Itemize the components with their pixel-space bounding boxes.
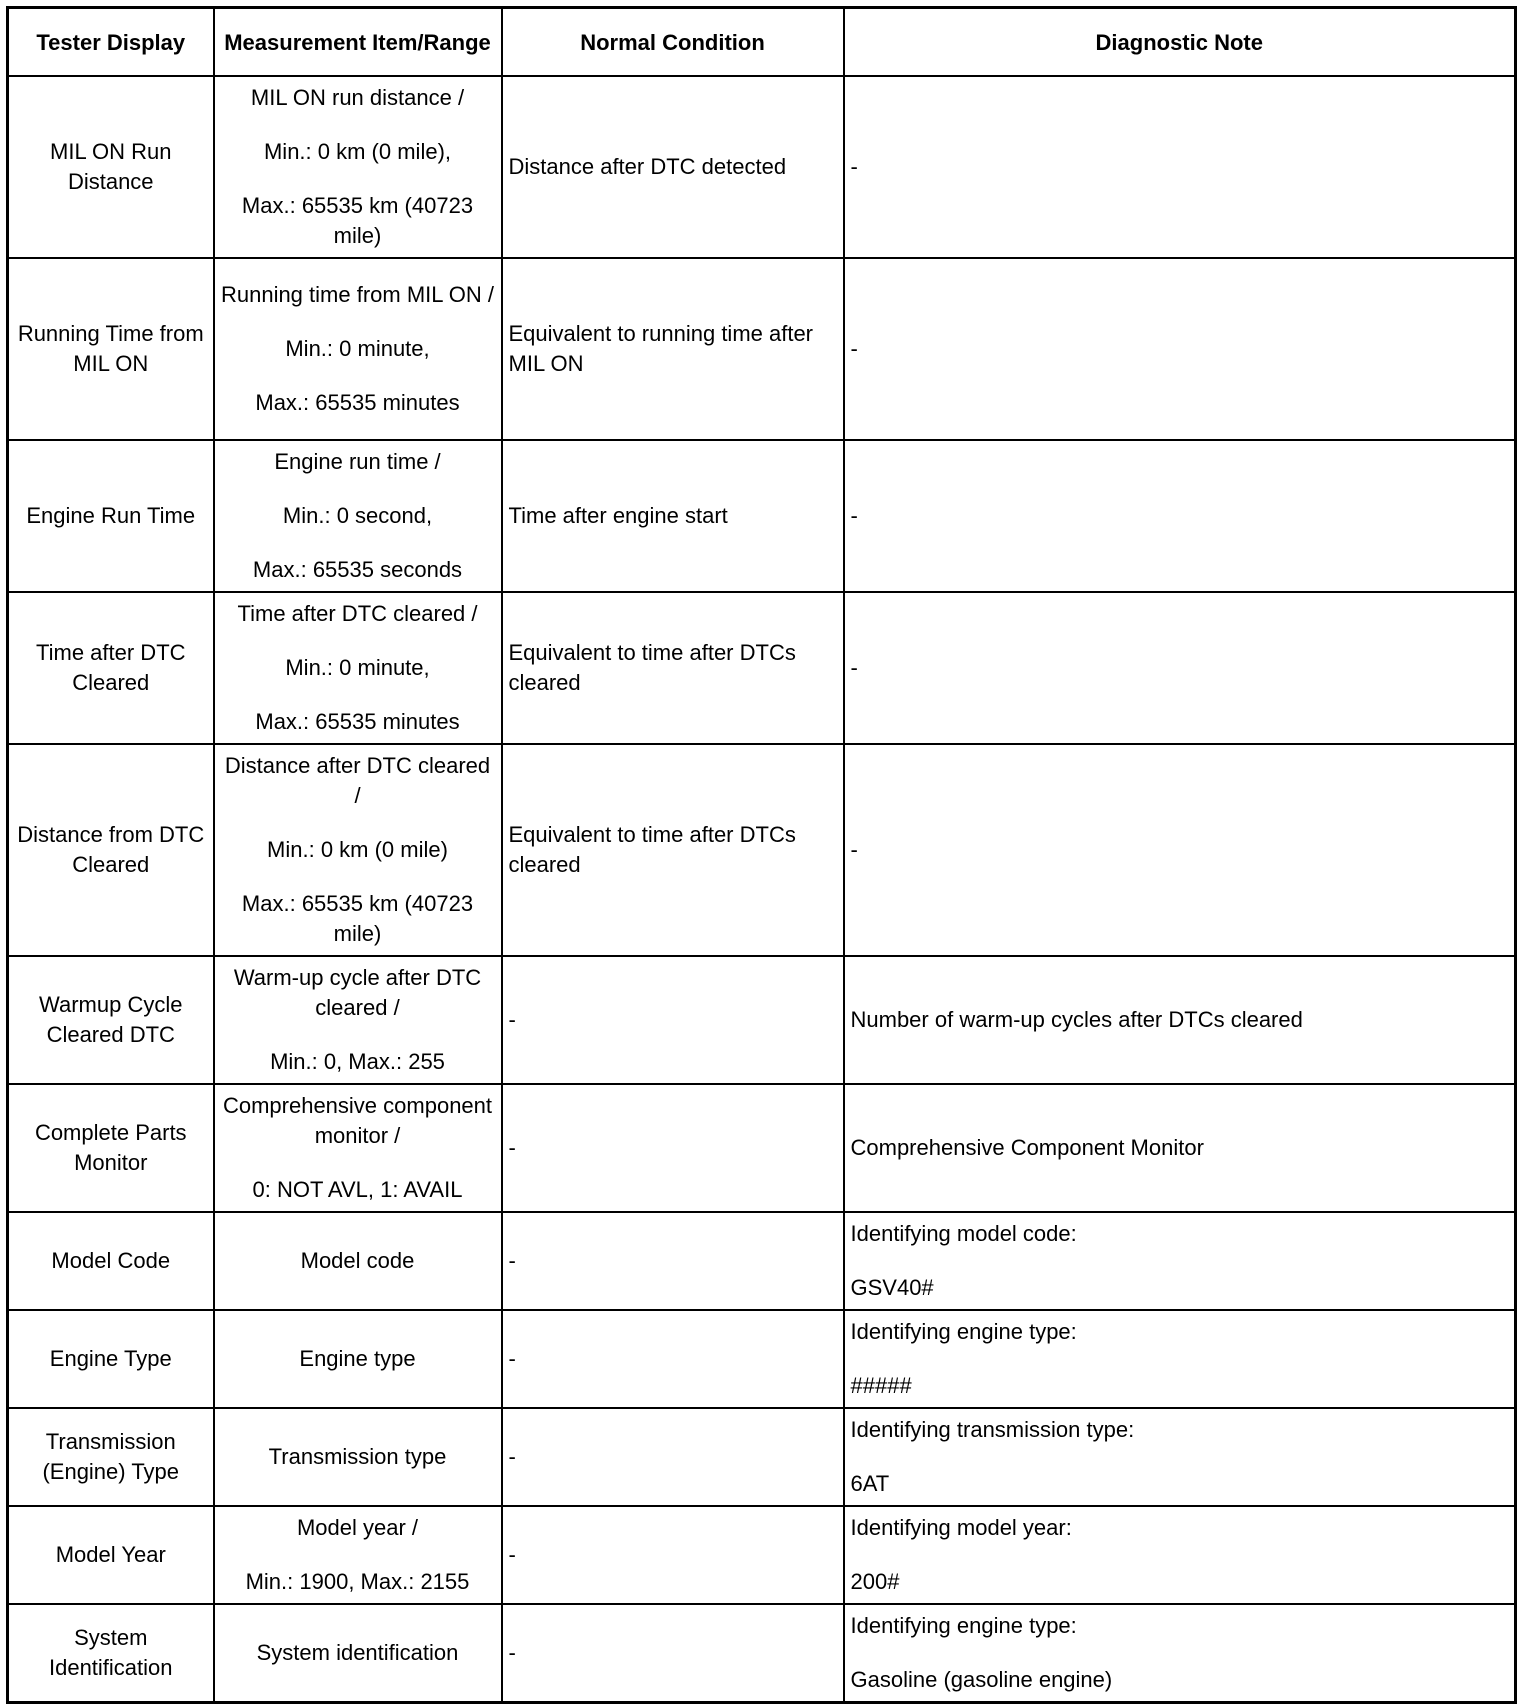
- cell-tester-display: Model Code: [8, 1212, 214, 1310]
- table-row: [8, 258, 1516, 440]
- line-gap: [221, 364, 495, 388]
- cell-tester-display: System Identification: [8, 1604, 214, 1702]
- cell-diagnostic-note: [844, 1408, 1516, 1506]
- cell-tester-display: Transmission (Engine) Type: [8, 1408, 214, 1506]
- cell-diagnostic-note: [844, 744, 1516, 956]
- table-row: [8, 1084, 1516, 1212]
- line-gap: [221, 310, 495, 334]
- range-line: Max.: 65535 minutes: [255, 390, 460, 415]
- line-gap: [221, 167, 495, 191]
- cell-diagnostic-note: [844, 440, 1516, 592]
- cell-tester-display: Warmup Cycle Cleared DTC: [8, 956, 214, 1084]
- line-gap: [221, 1023, 495, 1047]
- line-gap: [221, 477, 495, 501]
- line-gap: [221, 683, 495, 707]
- cell-tester-display: Time after DTC Cleared: [8, 592, 214, 744]
- line-gap: [221, 1543, 495, 1567]
- range-line: Min.: 0 minute,: [285, 336, 430, 361]
- range-line: Max.: 65535 minutes: [255, 709, 460, 734]
- range-line: Comprehensive component monitor /: [222, 1093, 493, 1148]
- cell-normal-condition: -: [502, 1212, 844, 1310]
- line-gap: [851, 1641, 1509, 1665]
- range-line: Running time from MIL ON /: [220, 282, 495, 307]
- line-gap: [221, 1151, 495, 1175]
- cell-measurement-range: [214, 440, 502, 592]
- cell-measurement-range: [214, 744, 502, 956]
- header-diagnostic-note: Diagnostic Note: [844, 8, 1516, 77]
- cell-normal-condition: Distance after DTC detected: [502, 76, 844, 258]
- cell-normal-condition: Equivalent to running time after MIL ON: [502, 258, 844, 440]
- note-line: Number of warm-up cycles after DTCs cleared: [850, 1007, 1303, 1032]
- header-tester-display: Tester Display: [8, 8, 214, 77]
- cell-diagnostic-note: [844, 76, 1516, 258]
- note-line: Identifying transmission type:: [850, 1417, 1135, 1442]
- cell-normal-condition: -: [502, 1408, 844, 1506]
- note-line: Identifying engine type:: [850, 1612, 1077, 1638]
- line-gap: [221, 113, 495, 137]
- header-normal-condition: Normal Condition: [502, 8, 844, 77]
- range-line: Min.: 0, Max.: 255: [270, 1049, 445, 1074]
- table-row: [8, 1310, 1516, 1408]
- note-line: -: [850, 655, 858, 680]
- line-gap: [851, 1445, 1509, 1469]
- cell-measurement-range: [214, 1506, 502, 1604]
- line-gap: [221, 811, 495, 835]
- cell-diagnostic-note: [844, 1310, 1516, 1408]
- range-line: Max.: 65535 km (40723 mile): [241, 193, 474, 248]
- range-line: Distance after DTC cleared /: [224, 753, 491, 808]
- line-gap: [851, 1347, 1509, 1371]
- line-gap: [221, 629, 495, 653]
- range-line: Min.: 0 minute,: [285, 655, 430, 680]
- cell-normal-condition: Equivalent to time after DTCs cleared: [502, 744, 844, 956]
- range-line: 0: NOT AVL, 1: AVAIL: [252, 1177, 463, 1202]
- cell-tester-display: Engine Type: [8, 1310, 214, 1408]
- cell-measurement-range: [214, 1604, 502, 1702]
- table-row: [8, 1604, 1516, 1702]
- line-gap: [221, 865, 495, 889]
- cell-tester-display: Distance from DTC Cleared: [8, 744, 214, 956]
- note-line: -: [850, 336, 858, 361]
- cell-normal-condition: Time after engine start: [502, 440, 844, 592]
- header-row: [8, 8, 1516, 77]
- note-line: 6AT: [850, 1471, 890, 1496]
- line-gap: [851, 1543, 1509, 1567]
- note-line: -: [850, 503, 858, 528]
- range-line: Transmission type: [268, 1444, 447, 1469]
- range-line: System identification: [256, 1639, 459, 1665]
- cell-normal-condition: -: [502, 1310, 844, 1408]
- note-line: -: [850, 154, 858, 179]
- table-row: [8, 956, 1516, 1084]
- cell-normal-condition: -: [502, 956, 844, 1084]
- cell-diagnostic-note: [844, 258, 1516, 440]
- cell-measurement-range: [214, 258, 502, 440]
- cell-diagnostic-note: [844, 1212, 1516, 1310]
- range-line: Max.: 65535 km (40723 mile): [241, 891, 474, 946]
- note-line: Comprehensive Component Monitor: [850, 1135, 1204, 1160]
- range-line: MIL ON run distance /: [250, 85, 465, 110]
- table-row: [8, 1212, 1516, 1310]
- range-line: Time after DTC cleared /: [237, 601, 478, 626]
- note-line: Identifying model code:: [850, 1221, 1077, 1246]
- header-measurement-range: Measurement Item/Range: [214, 8, 502, 77]
- line-gap: [221, 531, 495, 555]
- range-line: Warm-up cycle after DTC cleared /: [233, 965, 482, 1020]
- cell-diagnostic-note: [844, 956, 1516, 1084]
- cell-measurement-range: [214, 1084, 502, 1212]
- note-line: -: [850, 837, 858, 862]
- cell-tester-display: MIL ON Run Distance: [8, 76, 214, 258]
- cell-diagnostic-note: [844, 1604, 1516, 1702]
- cell-tester-display: Engine Run Time: [8, 440, 214, 592]
- cell-measurement-range: [214, 956, 502, 1084]
- cell-normal-condition: Equivalent to time after DTCs cleared: [502, 592, 844, 744]
- note-line: GSV40#: [850, 1275, 934, 1300]
- table-row: [8, 1506, 1516, 1604]
- range-line: Engine run time /: [274, 449, 441, 474]
- range-line: Min.: 0 km (0 mile),: [263, 139, 452, 164]
- cell-normal-condition: -: [502, 1604, 844, 1702]
- line-gap: [851, 1249, 1509, 1273]
- cell-tester-display: Model Year: [8, 1506, 214, 1604]
- range-line: Model code: [300, 1248, 415, 1273]
- note-line: #####: [850, 1373, 912, 1398]
- range-line: Model year /: [296, 1515, 419, 1540]
- table-row: [8, 1408, 1516, 1506]
- data-list-table: [6, 6, 1517, 1704]
- table-body: [8, 76, 1516, 1702]
- note-line: Gasoline (gasoline engine): [850, 1666, 1113, 1692]
- range-line: Min.: 1900, Max.: 2155: [245, 1569, 470, 1594]
- note-line: 200#: [850, 1569, 900, 1594]
- cell-normal-condition: -: [502, 1506, 844, 1604]
- cell-measurement-range: [214, 1212, 502, 1310]
- range-line: Max.: 65535 seconds: [252, 557, 463, 582]
- cell-diagnostic-note: [844, 592, 1516, 744]
- range-line: Min.: 0 km (0 mile): [267, 837, 448, 862]
- table-row: [8, 744, 1516, 956]
- table-row: [8, 592, 1516, 744]
- cell-measurement-range: [214, 76, 502, 258]
- cell-measurement-range: [214, 1310, 502, 1408]
- cell-tester-display: Complete Parts Monitor: [8, 1084, 214, 1212]
- range-line: Min.: 0 second,: [282, 503, 433, 528]
- cell-tester-display: Running Time from MIL ON: [8, 258, 214, 440]
- note-line: Identifying engine type:: [850, 1319, 1077, 1344]
- cell-diagnostic-note: [844, 1506, 1516, 1604]
- cell-measurement-range: [214, 1408, 502, 1506]
- cell-normal-condition: -: [502, 1084, 844, 1212]
- table-row: [8, 440, 1516, 592]
- range-line: Engine type: [299, 1346, 416, 1371]
- cell-measurement-range: [214, 592, 502, 744]
- note-line: Identifying model year:: [850, 1515, 1072, 1540]
- table-row: [8, 76, 1516, 258]
- cell-diagnostic-note: [844, 1084, 1516, 1212]
